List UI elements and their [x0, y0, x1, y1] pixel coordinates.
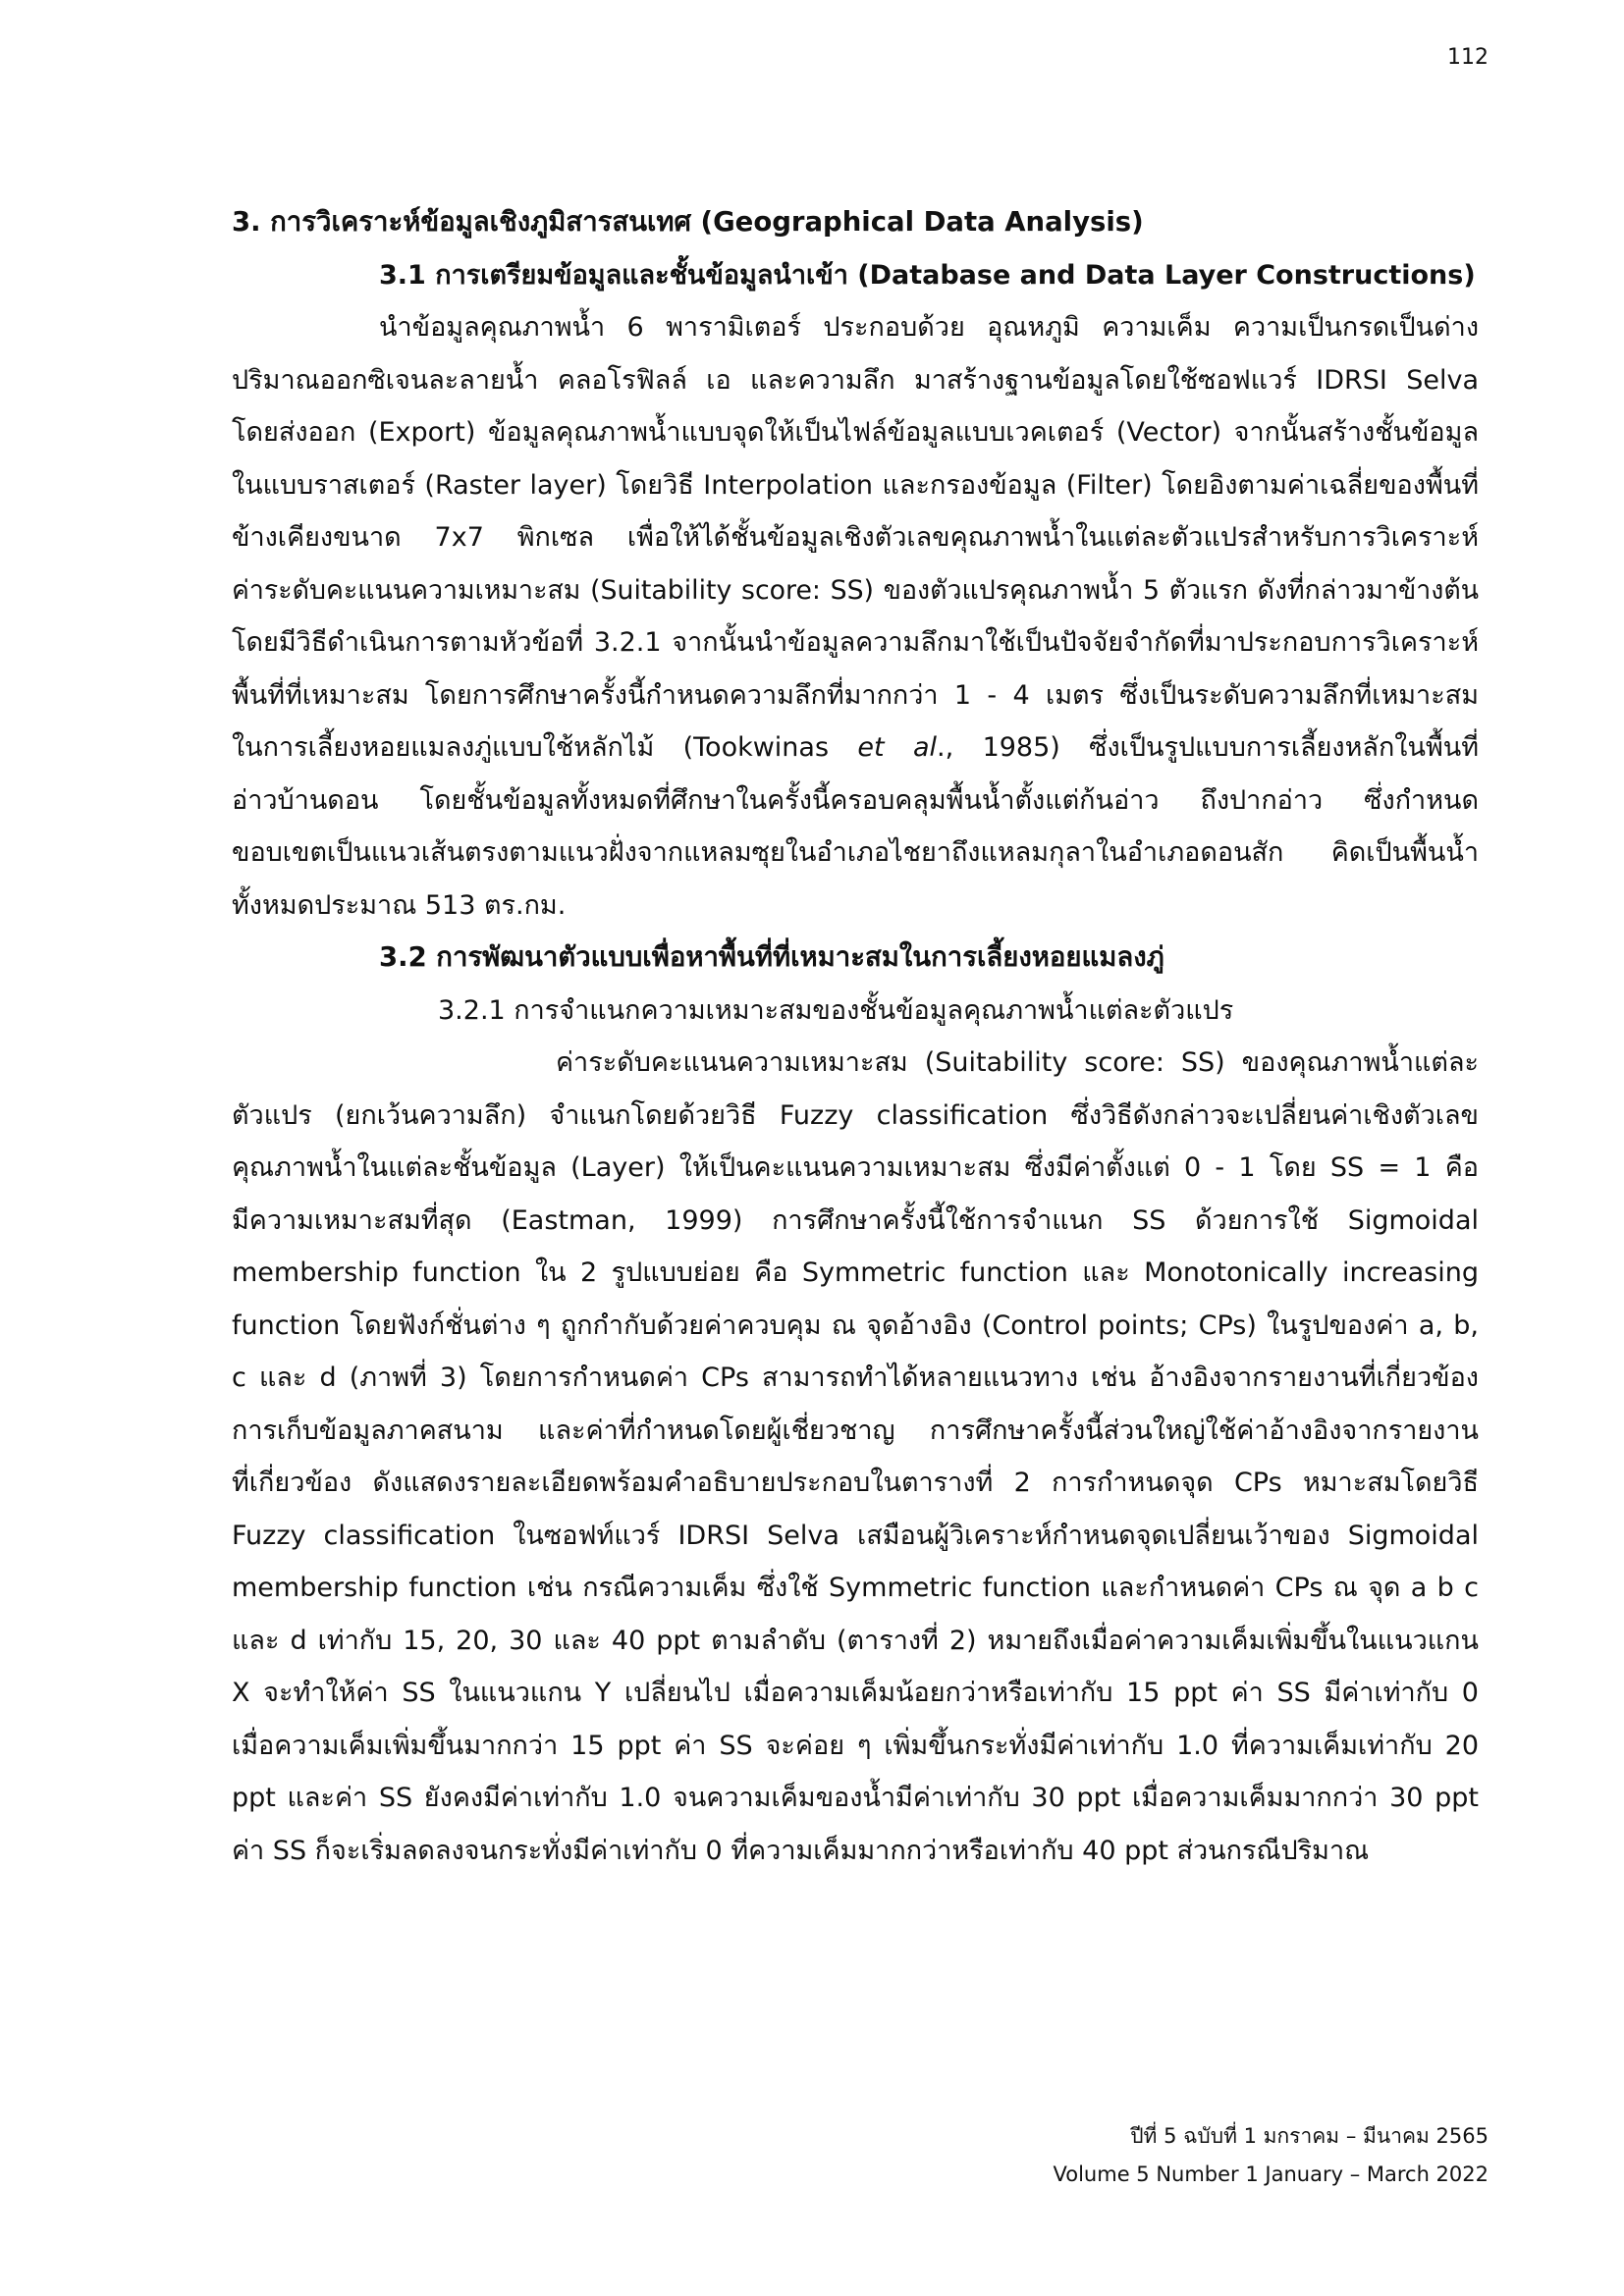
section-heading-3-1: 3.1 การเตรียมข้อมูลและชั้นข้อมูลนำเข้า (Database and Data Layer Constructions): [379, 259, 1476, 291]
section-heading-3: 3. การวิเคราะห์ข้อมูลเชิงภูมิสารสนเทศ (Geographical Data Analysis): [232, 206, 1144, 238]
text-line: c และ d (ภาพที่ 3) โดยการกำหนดค่า CPs สามารถทำได้หลายแนวทาง เช่น อ้างอิงจากรายงานที่เกี่ยวข้อง: [232, 1362, 1479, 1393]
text-line: ค่า SS ก็จะเริ่มลดลงจนกระทั่งมีค่าเท่ากับ 0 ที่ความเค็มมากกว่าหรือเท่ากับ 40 ppt ส่วนกรณีปริมาณ: [232, 1835, 1370, 1866]
text-line: พื้นที่ที่เหมาะสม โดยการศึกษาครั้งนี้กำหนดความลึกที่มากกว่า 1 - 4 เมตร ซึ่งเป็นระดับความลึกที่เหมาะสม: [232, 679, 1479, 711]
text-line: โดยมีวิธีดำเนินการตามหัวข้อที่ 3.2.1 จากนั้นนำข้อมูลความลึกมาใช้เป็นปัจจัยจำกัดที่มาประกอบการวิเคราะห์: [232, 627, 1479, 658]
text-line: membership function ใน 2 รูปแบบย่อย คือ Symmetric function และ Monotonically increasing: [232, 1257, 1479, 1288]
text-line: ปริมาณออกซิเจนละลายน้ำ คลอโรฟิลล์ เอ และความลึก มาสร้างฐานข้อมูลโดยใช้ซอฟแวร์ IDRSI Selva: [232, 364, 1479, 396]
paragraph-suitability-classification: [232, 1037, 1479, 1877]
text-line: ppt และค่า SS ยังคงมีค่าเท่ากับ 1.0 จนความเค็มของน้ำมีค่าเท่ากับ 30 ppt เมื่อความเค็มมากกว่า 30 ppt: [232, 1783, 1479, 1813]
text-line: ขอบเขตเป็นแนวเส้นตรงตามแนวฝั่งจากแหลมซุยในอำเภอไชยาถึงแหลมกุลาในอำเภอดอนสัก คิดเป็นพื้นน้ำ: [232, 837, 1479, 868]
text-line: อ่าวบ้านดอน โดยชั้นข้อมูลทั้งหมดที่ศึกษาในครั้งนี้ครอบคลุมพื้นน้ำตั้งแต่ก้นอ่าว ถึงปากอ่าว ซึ่งกำหนด: [232, 784, 1479, 816]
text-line: ข้างเคียงขนาด 7x7 พิกเซล เพื่อให้ได้ชั้นข้อมูลเชิงตัวเลขคุณภาพน้ำในแต่ละตัวแปรสำหรับการวิเคราะห์: [232, 522, 1479, 553]
text-line: มีความเหมาะสมที่สุด (Eastman, 1999) การศึกษาครั้งนี้ใช้การจำแนก SS ด้วยการใช้ Sigmoidal: [232, 1204, 1479, 1236]
text-line: ในแบบราสเตอร์ (Raster layer) โดยวิธี Interpolation และกรองข้อมูล (Filter) โดยอิงตามค่าเฉลี่ยของพื้นที่: [232, 469, 1479, 501]
text-line: Fuzzy classification ในซอฟท์แวร์ IDRSI Selva เสมือนผู้วิเคราะห์กำหนดจุดเปลี่ยนเว้าของ Sigmoidal: [232, 1520, 1479, 1551]
text-line: คุณภาพน้ำในแต่ละชั้นข้อมูล (Layer) ให้เป็นคะแนนความเหมาะสม ซึ่งมีค่าตั้งแต่ 0 - 1 โดย SS = 1 คือ: [232, 1152, 1479, 1183]
citation-et-al: et al: [857, 732, 938, 763]
text-line: ที่เกี่ยวข้อง ดังแสดงรายละเอียดพร้อมคำอธิบายประกอบในตารางที่ 2 การกำหนดจุด CPs หมาะสมโดยวิธี: [232, 1468, 1479, 1498]
article-body: [232, 196, 1479, 1877]
text-line-citation: [232, 721, 1479, 774]
text-line: นำข้อมูลคุณภาพน้ำ 6 พารามิเตอร์ ประกอบด้วย อุณหภูมิ ความเค็ม ความเป็นกรดเป็นด่าง: [379, 312, 1479, 343]
section-heading-3-2-1: 3.2.1 การจำแนกความเหมาะสมของชั้นข้อมูลคุณภาพน้ำแต่ละตัวแปร: [438, 994, 1234, 1026]
page-number: 112: [1447, 45, 1489, 70]
text-line: เมื่อความเค็มเพิ่มขึ้นมากกว่า 15 ppt ค่า SS จะค่อย ๆ เพิ่มขึ้นกระทั่งมีค่าเท่ากับ 1.0 ที่ความเค็มเท่ากับ 20: [232, 1730, 1479, 1761]
text-line: ค่าระดับคะแนนความเหมาะสม (Suitability score: SS) ของตัวแปรคุณภาพน้ำ 5 ตัวแรก ดังที่กล่าวมาข้างต้น: [232, 574, 1479, 606]
citation-before: ในการเลี้ยงหอยแมลงภู่แบบใช้หลักไม้ (Tookwinas: [232, 732, 858, 763]
text-line: ค่าระดับคะแนนความเหมาะสม (Suitability score: SS) ของคุณภาพน้ำแต่ละ: [556, 1047, 1479, 1078]
text-line: membership function เช่น กรณีความเค็ม ซึ่งใช้ Symmetric function และกำหนดค่า CPs ณ จุด a b c: [232, 1573, 1479, 1603]
footer-issue-thai: ปีที่ 5 ฉบับที่ 1 มกราคม – มีนาคม 2565: [1130, 2124, 1489, 2148]
section-heading-3-2: 3.2 การพัฒนาตัวแบบเพื่อหาพื้นที่ที่เหมาะสมในการเลี้ยงหอยแมลงภู่: [379, 941, 1164, 973]
text-line: ตัวแปร (ยกเว้นความลึก) จำแนกโดยด้วยวิธี Fuzzy classification ซึ่งวิธีดังกล่าวจะเปลี่ยนค่าเชิงตัวเลข: [232, 1099, 1479, 1131]
text-line: และ d เท่ากับ 15, 20, 30 และ 40 ppt ตามลำดับ (ตารางที่ 2) หมายถึงเมื่อค่าความเค็มเพิ่มขึ้นในแนวแกน: [232, 1625, 1479, 1656]
text-line: ทั้งหมดประมาณ 513 ตร.กม.: [232, 889, 567, 921]
text-line: โดยส่งออก (Export) ข้อมูลคุณภาพน้ำแบบจุดให้เป็นไฟล์ข้อมูลแบบเวคเตอร์ (Vector) จากนั้นสร้างชั้นข้อมูล: [232, 417, 1479, 448]
citation-after: ., 1985) ซึ่งเป็นรูปแบบการเลี้ยงหลักในพื้นที่: [937, 732, 1480, 763]
text-line: function โดยฟังก์ชั่นต่าง ๆ ถูกกำกับด้วยค่าควบคุม ณ จุดอ้างอิง (Control points; CPs) ในรูปของค่า a, b,: [232, 1309, 1479, 1341]
text-line: X จะทำให้ค่า SS ในแนวแกน Y เปลี่ยนไป เมื่อความเค็มน้อยกว่าหรือเท่ากับ 15 ppt ค่า SS มีค่าเท่ากับ 0: [232, 1678, 1479, 1708]
paragraph-data-preparation: [232, 301, 1479, 932]
footer-issue-english: Volume 5 Number 1 January – March 2022: [1053, 2163, 1489, 2186]
text-line: การเก็บข้อมูลภาคสนาม และค่าที่กำหนดโดยผู้เชี่ยวชาญ การศึกษาครั้งนี้ส่วนใหญ่ใช้ค่าอ้างอิงจากรายงาน: [232, 1415, 1479, 1446]
